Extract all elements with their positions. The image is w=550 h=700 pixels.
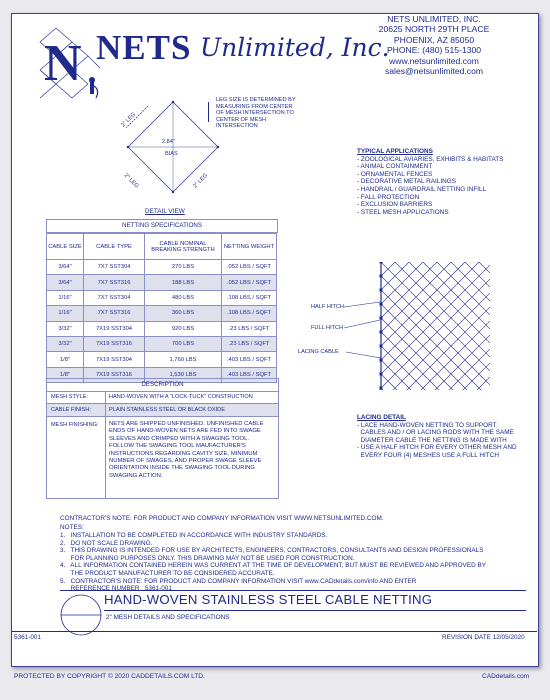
application-item: - EXCLUSION BARRIERS [357,201,433,209]
mesh-strand [381,290,490,390]
specs-cell: 1/16" [47,290,84,305]
mesh-style-row [47,391,278,404]
mesh-strand [381,262,490,388]
specs-cell: 3/32" [47,321,84,336]
mesh-strand [381,262,490,360]
note-item: 5. CONTRACTOR'S NOTE: FOR PRODUCT AND COMPANY INFORMATION VISIT www.CADdetails.com/info AND ENTER [60,577,417,585]
application-item: - STEEL MESH APPLICATIONS [357,208,449,216]
specs-cell: 920 LBS [145,321,222,336]
specs-row [47,336,277,351]
drawing-subtitle: 2" MESH DETAILS AND SPECIFICATIONS [106,614,230,621]
mesh-finishing-label: MESH FINISHING: [51,422,99,428]
application-item: - ANIMAL CONTAINMENT [357,163,433,171]
hitch-knot [380,387,383,390]
note-item: 1. INSTALLATION TO BE COMPLETED IN ACCORDANCE WITH INDUSTRY STANDARDS. [60,532,328,539]
title-block-top-rule [60,590,526,591]
full-hitch-label: FULL HITCH [311,325,344,331]
cable-finish-label: CABLE FINISH: [51,407,91,413]
specs-row [47,275,277,290]
specs-cell: 3/64" [47,275,84,290]
description-column-divider [105,391,106,498]
specs-cell: .108 LBS / SQFT [222,306,277,321]
lacing-detail-line: EVERY FOUR (4) MESHES USE A FULL HITCH [357,451,499,459]
logo-initial: N [44,35,82,92]
company-website[interactable]: www.netsunlimited.com [389,55,479,66]
hitch-knot [380,289,383,292]
lacing-diagram [378,262,490,390]
note-item: 4. ALL INFORMATION CONTAINED HEREIN WAS CURRENT AT THE TIME OF DEVELOPMENT, BUT MUST BE REVIEWED AND APPROVED BY [60,562,486,570]
contractor-note: CONTRACTOR'S NOTE: FOR PRODUCT AND COMPANY INFORMATION VISIT WWW.NETSUNLIMITED.COM. [60,515,384,522]
detail-view-title: DETAIL VIEW [145,208,185,215]
mesh-strand [381,262,490,290]
note-item: REFERENCE NUMBER 5361-001 [60,585,172,593]
leg-label-bottom-right: 2" LEG [192,172,210,190]
specs-cell: 1/8" [47,367,84,382]
lacing-detail-line: DIAMETER CABLE THE NETTING IS MADE WITH [357,436,507,444]
specs-cell: 188 LBS [145,275,222,290]
company-phone: PHONE: (480) 515-1300 [386,45,482,56]
company-address-line2: PHOENIX, AZ 85050 [393,34,475,45]
logo-nets-wordmark: NETS [96,28,192,67]
caddetails-link[interactable]: CADdetails.com [482,673,530,680]
leg-note-leader-line [208,102,209,122]
specs-cell: .23 LBS / SQFT [222,336,277,351]
mesh-strand [381,262,490,304]
specs-cell: 7X7 SST316 [84,275,145,290]
specs-cell: 7X19 SST316 [84,336,145,351]
cable-finish-row [47,404,278,417]
typical-applications [357,148,527,216]
lacing-detail-title: LACING DETAIL [357,414,406,421]
mesh-finishing-row [47,417,278,497]
bias-label: BIAS [165,151,178,157]
company-info [356,14,512,76]
bias-dimension: 2.84" [162,139,175,145]
specs-title: NETTING SPECIFICATIONS [46,219,278,233]
mesh-style-label: MESH STYLE: [51,394,88,400]
specs-cell: 1,530 LBS [145,367,222,382]
specs-cell: 7X19 SST304 [84,321,145,336]
specs-row [47,260,277,275]
specs-cell: 7X7 SST304 [84,260,145,275]
applications-list [357,156,527,217]
note-item: 3. THIS DRAWING IS INTENDED FOR USE BY ARCHITECTS, ENGINEERS, CONTRACTORS, CONSULTANTS AND DESIGN PROFESSIONALS [60,547,484,555]
mesh-strand [381,290,490,390]
note-item: FOR PLANNING PURPOSES ONLY. THIS DRAWING MAY NOT BE USED FOR CONSTRUCTION. [60,554,355,562]
hitch-knot [380,262,383,264]
specs-cell: .403 LBS / SQFT [222,367,277,382]
specs-grid [46,233,277,383]
title-underline [104,610,526,611]
application-item: - ORNAMENTAL FENCES [357,170,433,178]
lacing-detail-lines [357,422,537,460]
specs-cell: .23 LBS / SQFT [222,321,277,336]
specs-cell: .052 LBS / SQFT [222,260,277,275]
specs-cell: 3/32" [47,336,84,351]
leg-label-bottom-left: 2" LEG [122,172,140,190]
note-item: THE PRODUCT MANUFACTURER TO BE CONSIDERED ACCURATE. [60,569,275,577]
mesh-strand [381,346,490,390]
mesh-strand [381,262,490,374]
reference-number: 5361-001 [14,634,42,641]
lacing-detail-line: CABLES AND / OR LACING RODS WITH THE SAME [357,429,514,437]
specs-cell: 480 LBS [145,290,222,305]
hitch-knot [380,275,383,278]
specs-header-cell: CABLE SIZE [47,234,84,260]
specs-cell: 1,760 LBS [145,352,222,367]
mesh-strand [381,262,490,332]
description-block [46,378,279,499]
leg-label-top-left: 2" LEG [120,111,138,129]
specs-cell: .403 LBS / SQFT [222,352,277,367]
applications-title: TYPICAL APPLICATIONS [357,148,433,155]
revision-date: REVISION DATE 12/05/2020 [442,634,525,641]
lacing-cable-label: LACING CABLE [298,349,339,355]
application-item: - DECORATIVE METAL RAILINGS [357,178,456,186]
lacing-leader-lines [340,300,385,360]
notes-list [60,532,530,593]
notes-label: NOTES: [60,524,84,531]
specs-cell: 3/64" [47,260,84,275]
lacing-detail-line: - LACE HAND-WOVEN NETTING TO SUPPORT [357,421,497,429]
specs-row [47,352,277,367]
mesh-strand [381,262,490,388]
hitch-knot [380,373,383,376]
copyright-text: PROTECTED BY COPYRIGHT © 2020 CADDETAILS.COM LTD. [14,673,205,680]
company-email[interactable]: sales@netsunlimited.com [384,66,484,77]
specs-cell: 7X19 SST304 [84,352,145,367]
leg-size-note: LEG SIZE IS DETERMINED BY MEASURING FROM CENTER OF MESH INTERSECTION TO CENTER OF MESH INTERSECTION [216,97,296,130]
specs-cell: 1/16" [47,306,84,321]
mesh-strand [381,262,490,332]
application-item: - ZOOLOGICAL AVIARIES, EXHIBITS & HABITATS [357,155,504,163]
netting-specifications-table [46,219,278,383]
specs-cell: 700 LBS [145,336,222,351]
lacing-detail-line: - USE A HALF HITCH FOR EVERY OTHER MESH AND [357,444,517,452]
note-item: 2. DO NOT SCALE DRAWING. [60,539,153,547]
mesh-strand [381,262,490,360]
specs-cell: 1/8" [47,352,84,367]
mesh-strand [381,262,490,290]
lacing-detail [357,414,537,460]
specs-row [47,306,277,321]
title-block-bottom-rule [12,631,537,632]
half-hitch-label: HALF HITCH [311,304,344,310]
company-address-line1: 20625 NORTH 29TH PLACE [378,24,490,35]
specs-header-row [47,234,277,260]
logo-unlimited-wordmark: Unlimited, Inc. [200,33,390,62]
application-item: - FALL PROTECTION [357,193,420,201]
application-item: - HANDRAIL / GUARDRAIL NETTING INFILL [357,185,487,193]
specs-header-cell: CABLE NOMINAL BREAKING STRENGTH [145,234,222,260]
specs-cell: 7X7 SST304 [84,290,145,305]
description-title: DESCRIPTION [47,379,278,392]
specs-cell: .052 LBS / SQFT [222,275,277,290]
specs-cell: 7X19 SST316 [84,367,145,382]
mesh-style-value: HAND-WOVEN WITH A "LOCK-TUCK" CONSTRUCTION [109,394,253,400]
mesh-strand [381,262,490,374]
cable-finish-value: PLAIN STAINLESS STEEL OR BLACK OXIDE [109,407,225,413]
specs-header-cell: NETTING WEIGHT [222,234,277,260]
specs-cell: 7X7 SST316 [84,306,145,321]
mesh-strand [381,346,490,390]
specs-header-cell: CABLE TYPE [84,234,145,260]
specs-cell: 360 LBS [145,306,222,321]
specs-cell: .108 LBS / SQFT [222,290,277,305]
specs-row [47,321,277,336]
company-name: NETS UNLIMITED, INC. [387,14,481,24]
mesh-finishing-value: NETS ARE SHIPPED UNFINISHED. UNFINISHED CABLE ENDS OF HAND-WOVEN NETS ARE FED INTO SWAGE SLEEVES AND CRIMPED WITH A SWAGING TOOL. FOLLOW THE SWAGING TOOL MAUFACTURER'S INSTRUCTIONS REGARDING CAVITY SIZE, MINIMUM NUMBER OF SWAGES, AND PROPER SWAGE SLEEVE ORIENTATION INSIDE THE SWAGING TOOL DURING SWAGING ACTION. [109,421,264,479]
specs-row [47,290,277,305]
specs-cell: 270 LBS [145,260,222,275]
drawing-title: HAND-WOVEN STAINLESS STEEL CABLE NETTING [104,592,433,607]
mesh-strand [381,262,490,304]
